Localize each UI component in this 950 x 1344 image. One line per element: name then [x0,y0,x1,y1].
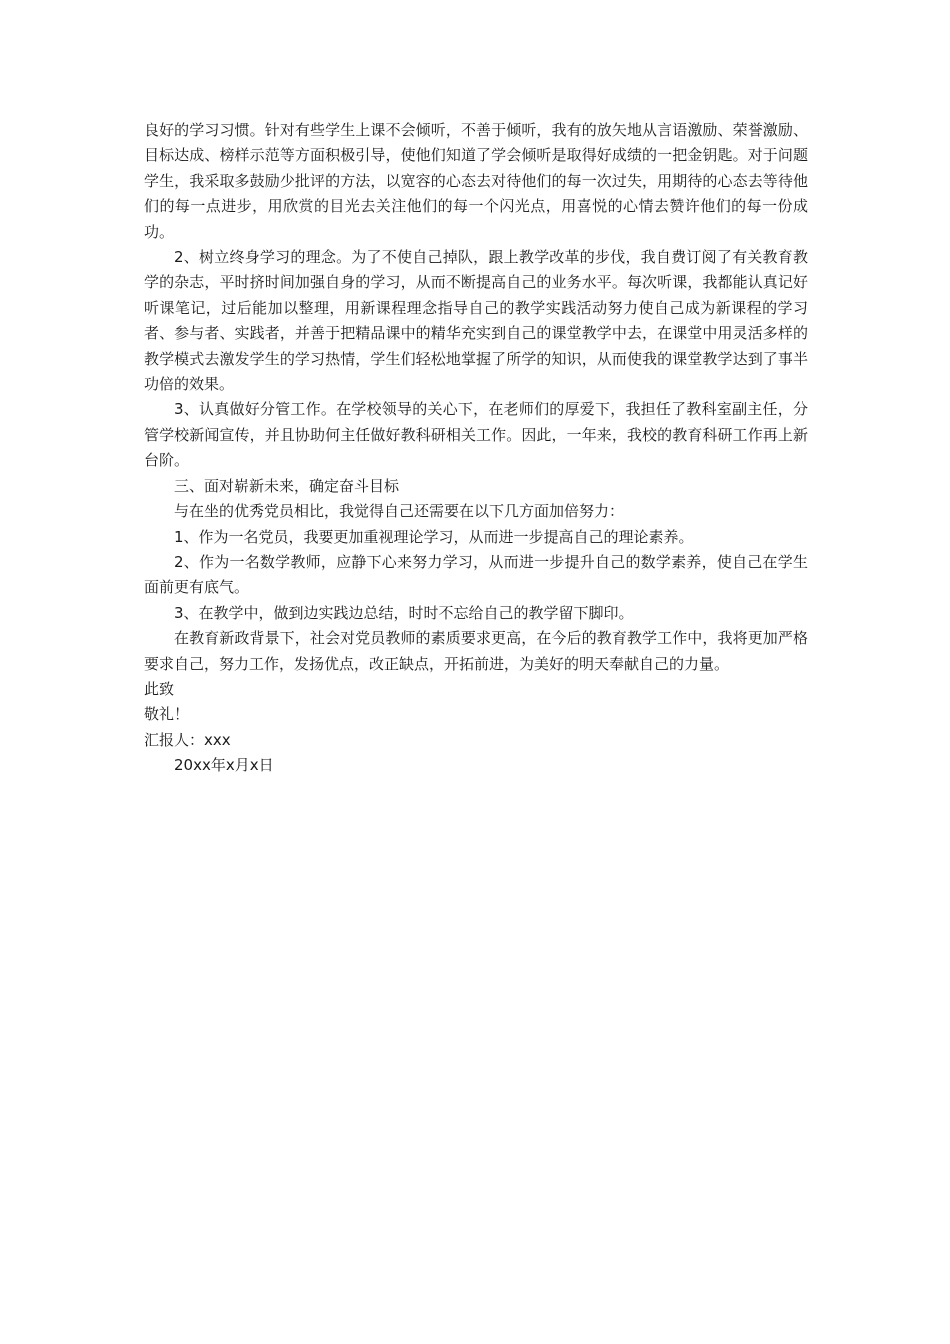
closing-date: 20xx年x月x日 [174,756,274,775]
closing-salutation: 此致 [144,679,175,698]
list-item-goal-3: 3、在教学中，做到边实践边总结，时时不忘给自己的教学留下脚印。 [174,603,634,622]
document-body [144,118,808,779]
paragraph-lifelong-learning: 2、树立终身学习的理念。为了不使自己掉队，跟上教学改革的步伐，我自费订阅了有关教育教学的杂志，平时挤时间加强自身的学习，从而不断提高自己的业务水平。每次听课，我都能认真记好听课笔记，过后能加以整理，用新课程理念指导自己的教学实践活动努力使自己成为新课程的学习者、参与者、实践者，并善于把精品课中的精华充实到自己的课堂教学中去，在课堂中用灵活多样的教学模式去激发学生的学习热情，学生们轻松地掌握了所学的知识，从而使我的课堂教学达到了事半功倍的效果。 [144,248,808,394]
section-heading-goals: 三、面对崭新未来，确定奋斗目标 [174,476,400,495]
paragraph-continued-habits: 良好的学习习惯。针对有些学生上课不会倾听，不善于倾听，我有的放矢地从言语激励、荣誉激励、目标达成、榜样示范等方面积极引导，使他们知道了学会倾听是取得好成绩的一把金钥匙。对于问题学生，我采取多鼓励少批评的方法，以宽容的心态去对待他们的每一次过失，用期待的心态去等待他们的每一点进步，用欣赏的目光去关注他们的每一个闪光点，用喜悦的心情去赞许他们的每一份成功。 [144,121,808,241]
closing-reporter: 汇报人：xxx [144,730,231,749]
paragraph-management-work: 3、认真做好分管工作。在学校领导的关心下，在老师们的厚爱下，我担任了教科室副主任，分管学校新闻宣传，并且协助何主任做好教科研相关工作。因此，一年来，我校的教育科研工作再上新台阶。 [144,400,808,470]
closing-regards: 敬礼！ [144,705,190,724]
paragraph-intro-goals: 与在坐的优秀党员相比，我觉得自己还需要在以下几方面加倍努力： [174,502,625,521]
paragraph-conclusion: 在教育新政背景下，社会对党员教师的素质要求更高，在今后的教育教学工作中，我将更加严格要求自己，努力工作，发扬优点，改正缺点，开拓前进，为美好的明天奉献自己的力量。 [144,629,808,673]
list-item-goal-1: 1、作为一名党员，我要更加重视理论学习，从而进一步提高自己的理论素养。 [174,527,694,546]
list-item-goal-2: 2、作为一名数学教师，应静下心来努力学习，从而进一步提升自己的数学素养，使自己在学生面前更有底气。 [144,552,808,597]
